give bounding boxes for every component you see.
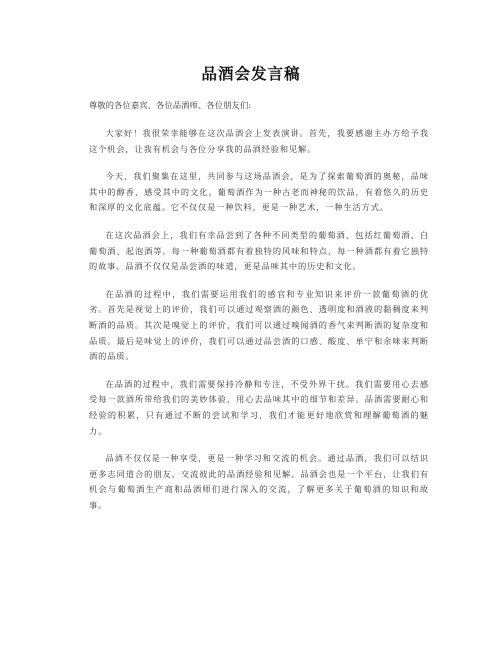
speech-body [89,98,429,525]
paragraph-wine-types: 在这次品酒会上，我们有幸品尝到了各种不同类型的葡萄酒，包括红葡萄酒、白葡萄酒、起泡酒等。每一种葡萄酒都有着独特的风味和特点，每一种酒都有着它独特的故事。品酒不仅仅是品尝酒的味道，更是品味其中的历史和文化。 [89,229,429,272]
greeting-line: 尊敬的各位嘉宾、各位品酒师、各位朋友们: [89,100,252,110]
paragraph-tasting-process: 在品酒的过程中，我们需要运用我们的感官和专业知识来评价一款葡萄酒的优劣。首先是视觉上的评价，我们可以通过观察酒的颜色、透明度和酒液的黏稠度来判断酒的品质。其次是嗅觉上的评价，我们可以通过嗅闻酒的香气来判断酒的复杂度和品质。最后是味觉上的评价，我们可以通过品尝酒的口感、酸度、单宁和余味来判断酒的品质。 [89,288,429,362]
paragraph-exchange: 品酒不仅仅是一种享受，更是一种学习和交流的机会。通过品酒，我们可以结识更多志同道合的朋友，交流彼此的品酒经验和见解。品酒会也是一个平台，让我们有机会与葡萄酒生产商和品酒师们进行深入的交流，了解更多关于葡萄酒的知识和故事。 [89,453,429,510]
page-title: 品酒会发言稿 [201,65,301,83]
paragraph-focus: 在品酒的过程中，我们需要保持冷静和专注，不受外界干扰。我们需要用心去感受每一款酒所带给我们的美妙体验，用心去品味其中的细节和差异。品酒需要耐心和经验的积累，只有通过不断的尝试和学习，我们才能更好地欣赏和理解葡萄酒的魅力。 [89,378,429,436]
paragraph-opening: 大家好！我很荣幸能够在这次品酒会上发表演讲。首先，我要感谢主办方给予我这个机会，让我有机会与各位分享我的品酒经验和见解。 [89,128,429,154]
paragraph-gathering: 今天，我们聚集在这里，共同参与这场品酒会，是为了探索葡萄酒的奥秘，品味其中的醇香，感受其中的文化。葡萄酒作为一种古老而神秘的饮品，有着悠久的历史和深厚的文化底蕴。它不仅仅是一种饮料，更是一种艺术，一种生活方式。 [89,171,429,213]
